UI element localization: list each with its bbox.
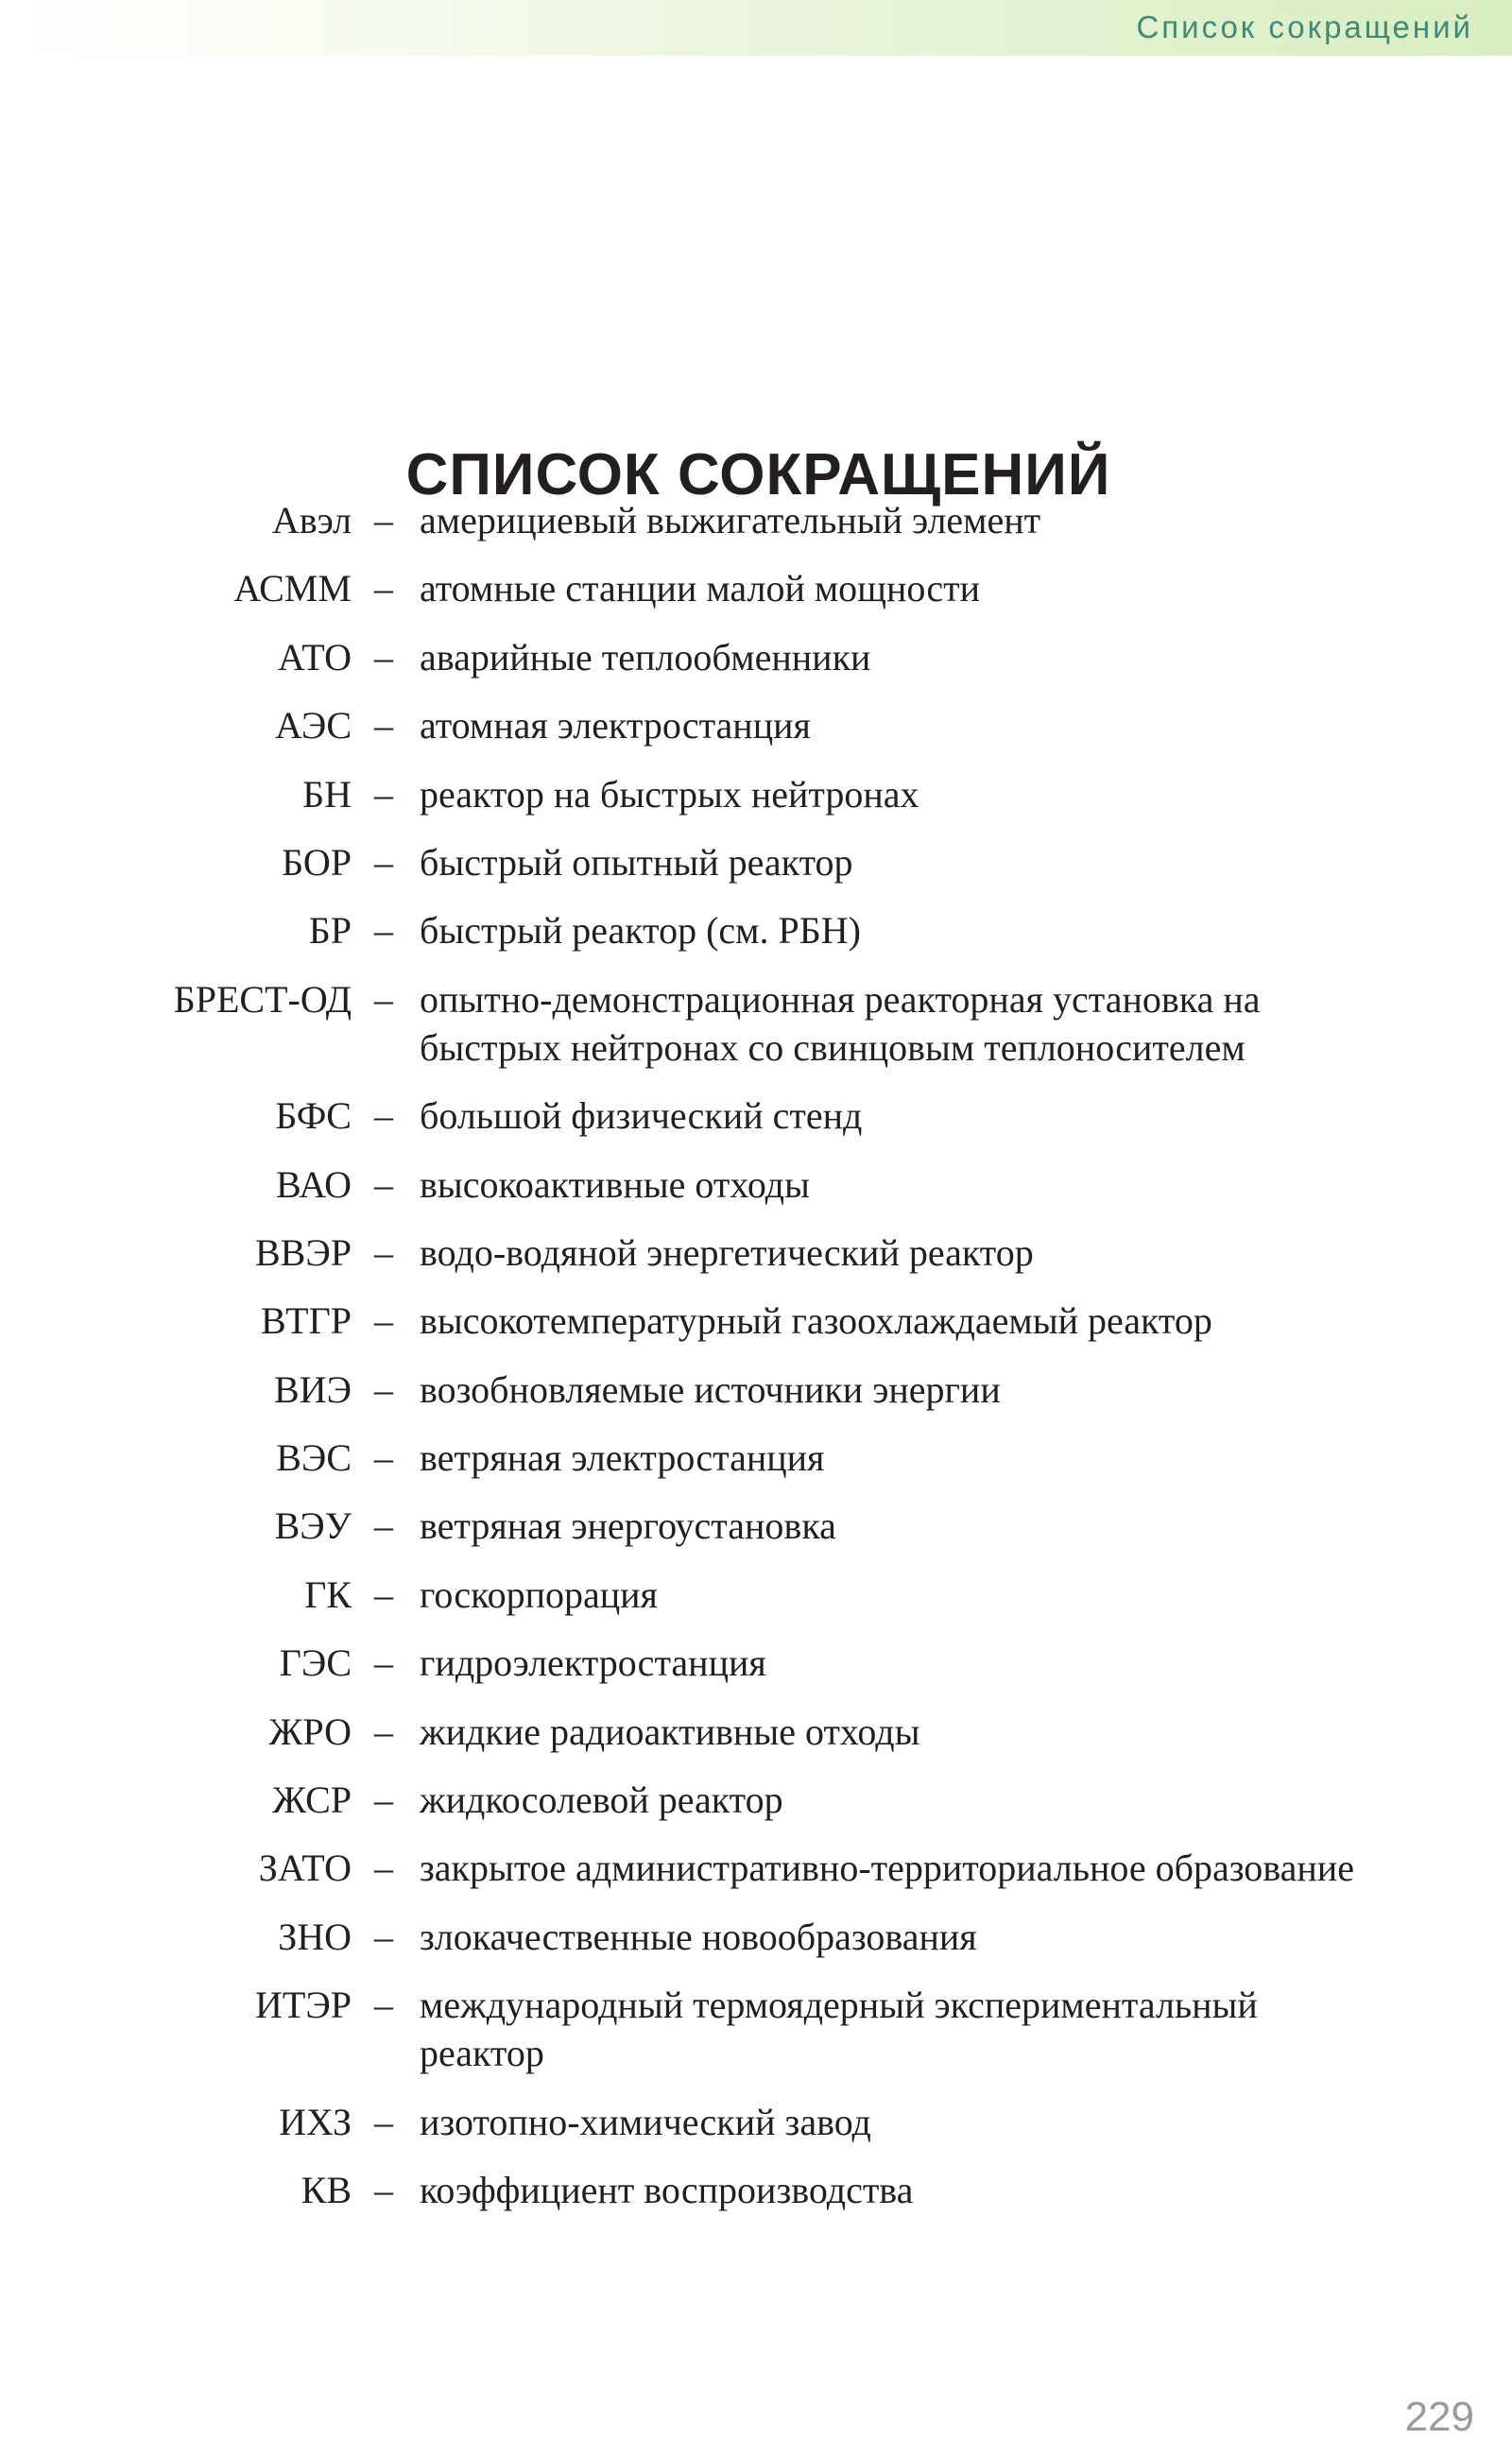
abbreviation-row [0, 1708, 1512, 1756]
dash-separator: – [374, 1504, 393, 1548]
dash-separator: – [374, 909, 393, 953]
abbreviation-definition: госкорпорация [420, 1572, 658, 1616]
abbreviation-term: АСММ [233, 567, 352, 610]
dash-separator: – [374, 1299, 393, 1343]
abbreviation-definition: высокотемпературный газоохлаждаемый реактор [420, 1299, 1212, 1343]
abbreviation-definition: жидкие радиоактивные отходы [420, 1710, 920, 1753]
abbreviation-definition: жидкосолевой реактор [420, 1778, 783, 1822]
dash-separator: – [374, 1094, 393, 1138]
dash-separator: – [374, 499, 393, 541]
dash-separator: – [374, 1641, 393, 1685]
abbreviation-row [0, 1228, 1512, 1277]
dash-separator: – [374, 1778, 393, 1822]
abbreviation-row [0, 1366, 1512, 1414]
abbreviation-term: ЖСР [272, 1778, 352, 1822]
abbreviation-definition: закрытое административно-территориальное образование [420, 1847, 1354, 1890]
page-title: СПИСОК СОКРАЩЕНИЙ [405, 441, 1111, 507]
abbreviation-row [0, 1502, 1512, 1550]
dash-separator: – [374, 1162, 393, 1206]
abbreviation-term: ЗНО [278, 1915, 352, 1958]
abbreviation-definition: аварийные теплообменники [420, 635, 871, 679]
dash-separator: – [374, 840, 393, 884]
abbreviation-definition: международный термоядерный экспериментальный реактор [420, 1984, 1258, 2075]
abbreviation-definition: водо-водяной энергетический реактор [420, 1230, 1034, 1274]
abbreviation-definition: опытно-демонстрационная реакторная установка на быстрых нейтронах со свинцовым теплоносителем [420, 977, 1261, 1069]
dash-separator: – [374, 977, 393, 1021]
dash-separator: – [374, 1710, 393, 1753]
abbreviation-term: ВТГР [261, 1299, 352, 1343]
abbreviation-row [0, 1160, 1512, 1209]
abbreviation-definition: возобновляемые источники энергии [420, 1367, 1001, 1411]
running-head: Список сокращений [1136, 9, 1473, 44]
abbreviation-definition: атомные станции малой мощности [420, 567, 981, 610]
abbreviation-row [0, 1297, 1512, 1345]
dash-separator: – [374, 1915, 393, 1958]
abbreviation-row [0, 1434, 1512, 1482]
abbreviation-definition: изотопно-химический завод [420, 2100, 871, 2143]
dash-separator: – [374, 2168, 393, 2211]
abbreviation-term: ВЭУ [274, 1504, 352, 1548]
abbreviation-definition: ветряная электростанция [420, 1436, 825, 1480]
abbreviation-term: ЖРО [268, 1710, 352, 1753]
dash-separator: – [374, 1367, 393, 1411]
abbreviation-definition: большой физический стенд [420, 1094, 863, 1138]
dash-separator: – [374, 1436, 393, 1480]
abbreviation-row [0, 770, 1512, 818]
dash-separator: – [374, 1984, 393, 2027]
abbreviation-row [0, 1639, 1512, 1687]
abbreviation-definition: быстрый опытный реактор [420, 840, 853, 884]
abbreviation-term: БРЕСТ-ОД [173, 977, 352, 1021]
abbreviation-term: ВИЭ [274, 1367, 352, 1411]
abbreviation-term: ВАО [276, 1162, 352, 1206]
abbreviation-term: ВВЭР [254, 1230, 352, 1274]
abbreviation-row [0, 2166, 1512, 2214]
abbreviation-term: БОР [282, 840, 352, 884]
abbreviation-row [0, 838, 1512, 886]
abbreviation-row [0, 1091, 1512, 1140]
abbreviation-term: АЭС [275, 704, 352, 747]
abbreviation-definition: злокачественные новообразования [420, 1915, 977, 1958]
abbreviation-definition: атомная электростанция [420, 704, 811, 747]
abbreviation-row [0, 1571, 1512, 1619]
dash-separator: – [374, 704, 393, 747]
abbreviation-row [0, 1844, 1512, 1892]
dash-separator: – [374, 1572, 393, 1616]
abbreviation-term: ЗАТО [258, 1847, 352, 1890]
header-band [0, 0, 1512, 56]
abbreviation-row [0, 701, 1512, 749]
abbreviation-row [0, 633, 1512, 681]
abbreviation-definition: коэффициент воспроизводства [420, 2168, 914, 2211]
abbreviation-term: БФС [275, 1094, 352, 1138]
abbreviation-row [0, 496, 1512, 544]
abbreviation-row [0, 2098, 1512, 2146]
abbreviation-list [0, 496, 1512, 2234]
abbreviation-term: ВЭС [276, 1436, 352, 1480]
abbreviation-definition: быстрый реактор (см. РБН) [420, 909, 861, 953]
abbreviation-row [0, 1776, 1512, 1824]
page-number: 229 [1404, 2394, 1474, 2440]
abbreviation-row [0, 1913, 1512, 1961]
abbreviation-term: ИТЭР [255, 1984, 352, 2027]
abbreviation-definition: америциевый выжигательный элемент [420, 499, 1041, 541]
abbreviation-term: АТО [277, 635, 352, 679]
abbreviation-definition: высокоактивные отходы [420, 1162, 810, 1206]
dash-separator: – [374, 567, 393, 610]
abbreviation-definition: гидроэлектростанция [420, 1641, 766, 1685]
abbreviation-definition: реактор на быстрых нейтронах [420, 772, 919, 816]
abbreviation-term: БР [308, 909, 352, 953]
abbreviation-row [0, 906, 1512, 954]
dash-separator: – [374, 1847, 393, 1890]
abbreviation-row [0, 564, 1512, 612]
abbreviation-term: Авэл [271, 499, 352, 541]
abbreviation-term: БН [302, 772, 352, 816]
dash-separator: – [374, 1230, 393, 1274]
dash-separator: – [374, 772, 393, 816]
abbreviation-term: ИХЗ [279, 2100, 352, 2143]
abbreviation-term: ГЭС [279, 1641, 352, 1685]
abbreviation-row [0, 975, 1512, 1072]
abbreviation-definition: ветряная энергоустановка [420, 1504, 836, 1548]
abbreviation-term: ГК [304, 1572, 352, 1616]
abbreviation-term: КВ [301, 2168, 352, 2211]
abbreviation-row [0, 1981, 1512, 2077]
dash-separator: – [374, 635, 393, 679]
dash-separator: – [374, 2100, 393, 2143]
